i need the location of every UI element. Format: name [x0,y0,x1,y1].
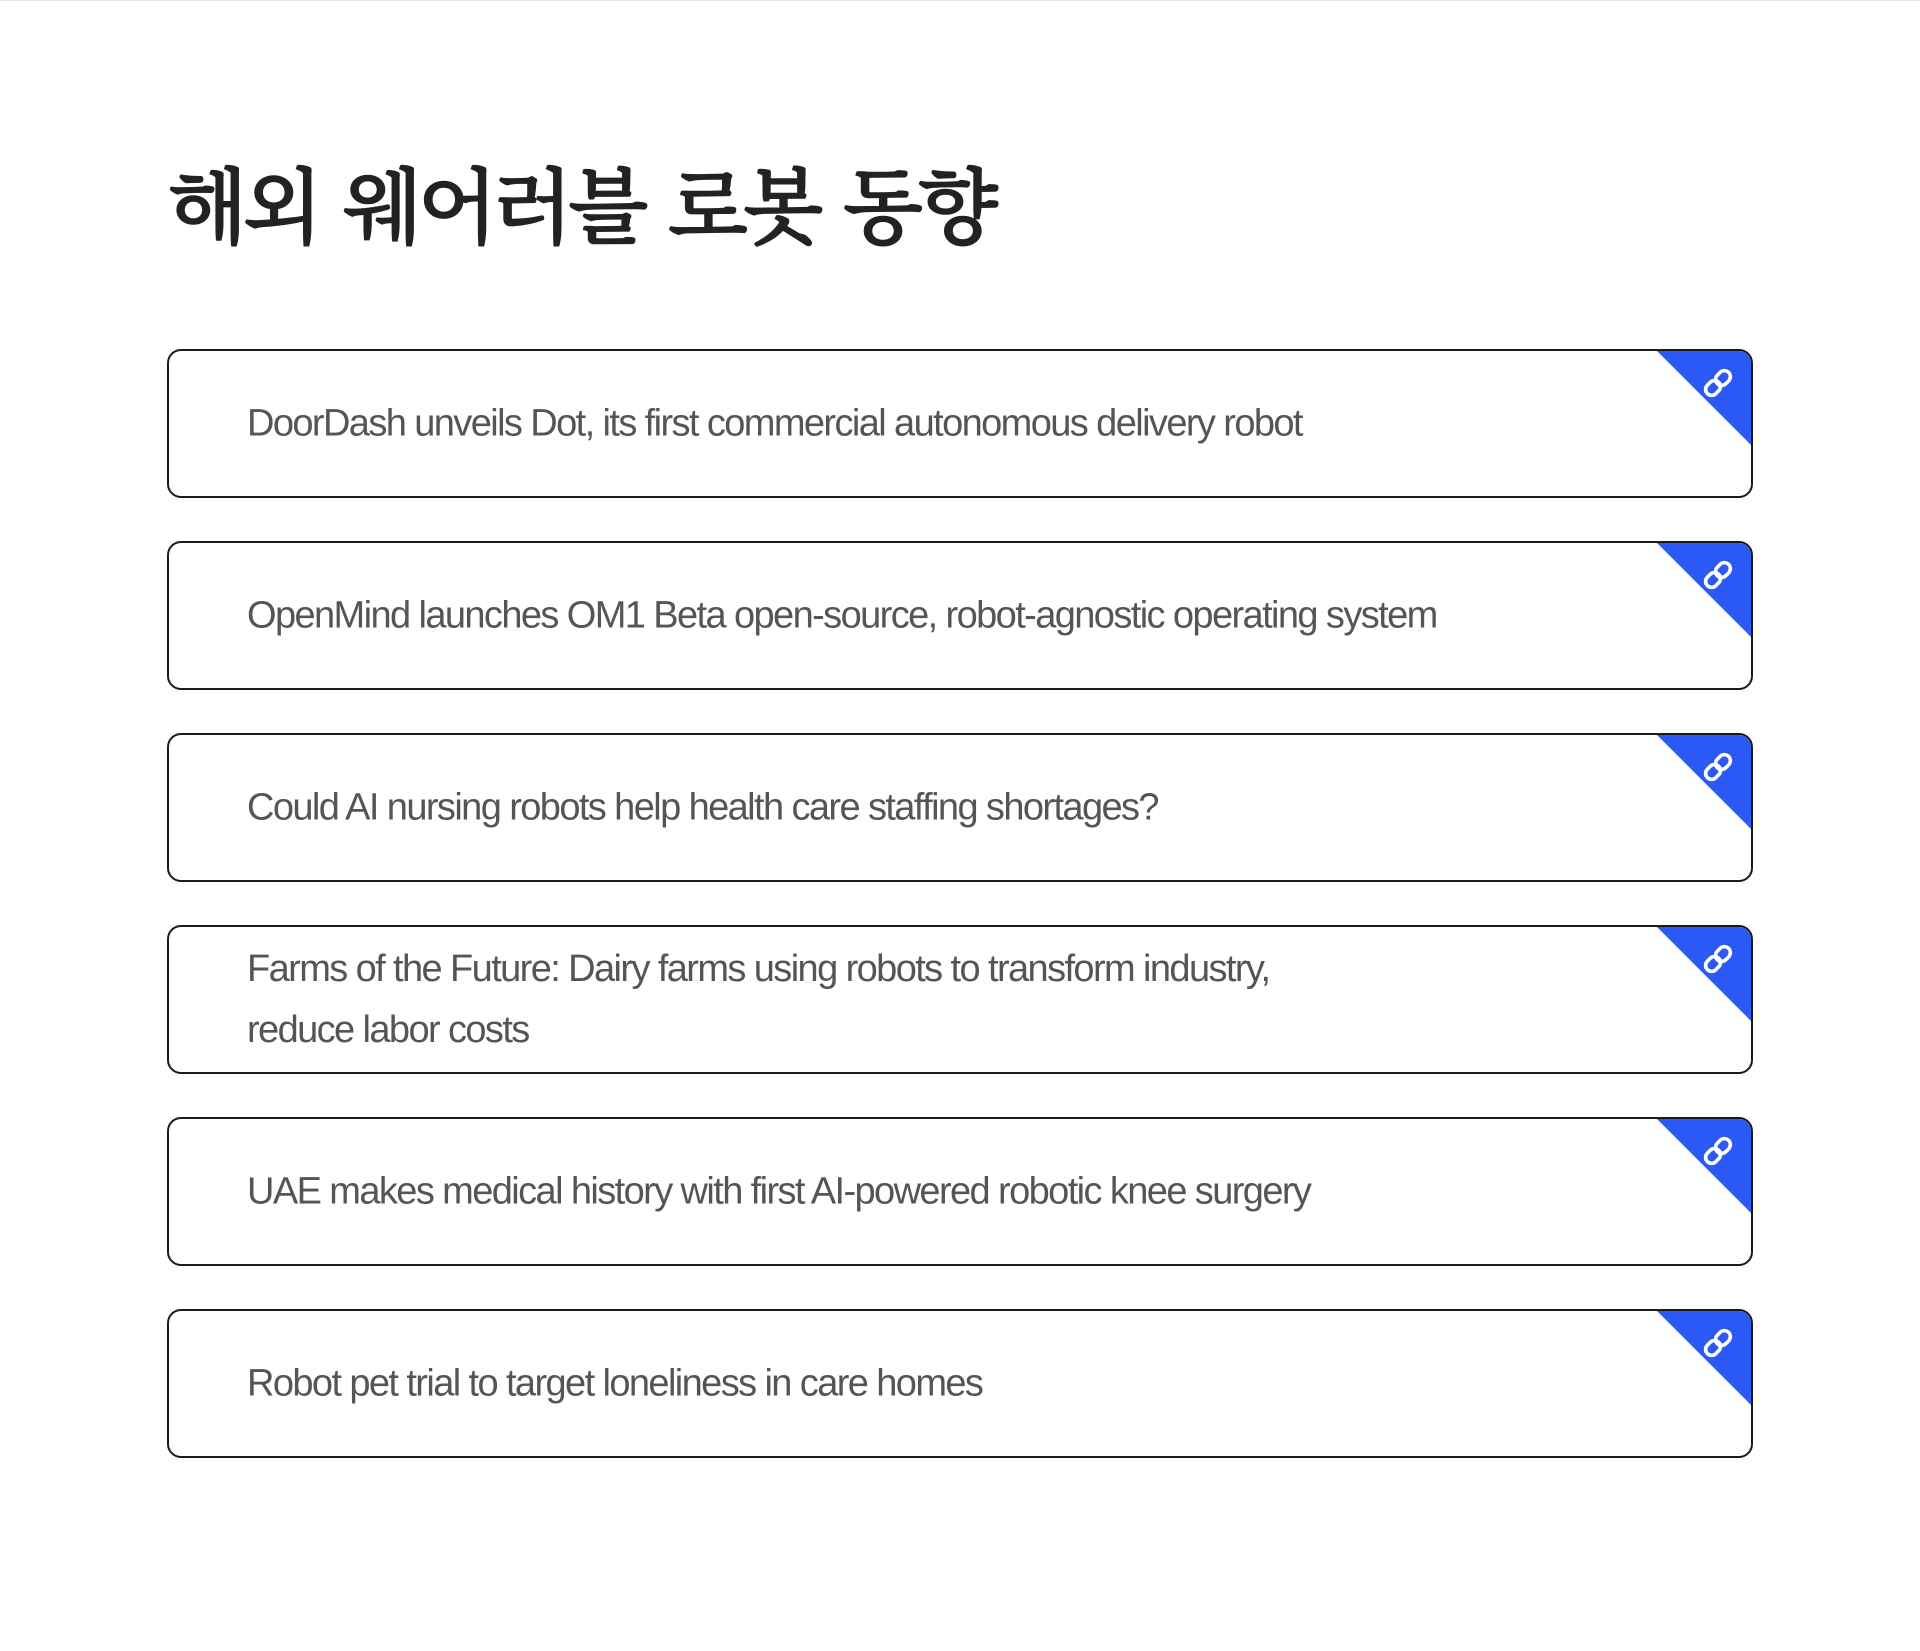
page-title: 해외 웨어러블 로봇 동향 [168,161,994,256]
link-icon[interactable] [1657,1311,1751,1405]
news-list [167,349,1753,1501]
news-card[interactable] [167,1309,1753,1458]
link-icon[interactable] [1657,351,1751,445]
news-title: Robot pet trial to target loneliness in care homes [247,1362,983,1404]
news-card[interactable] [167,925,1753,1074]
news-card[interactable] [167,349,1753,498]
news-title: Farms of the Future: Dairy farms using robots to transform industry, reduce labor costs [247,947,1270,1051]
news-title: DoorDash unveils Dot, its first commercial autonomous delivery robot [247,402,1302,444]
news-title: Could AI nursing robots help health care staffing shortages? [247,786,1158,828]
news-card[interactable] [167,733,1753,882]
news-title: UAE makes medical history with first AI-powered robotic knee surgery [247,1170,1311,1212]
link-icon[interactable] [1657,543,1751,637]
link-icon[interactable] [1657,735,1751,829]
link-icon[interactable] [1657,1119,1751,1213]
link-icon[interactable] [1657,927,1751,1021]
news-title: OpenMind launches OM1 Beta open-source, robot-agnostic operating system [247,594,1437,636]
news-card[interactable] [167,541,1753,690]
news-card[interactable] [167,1117,1753,1266]
top-divider [0,0,1920,1]
